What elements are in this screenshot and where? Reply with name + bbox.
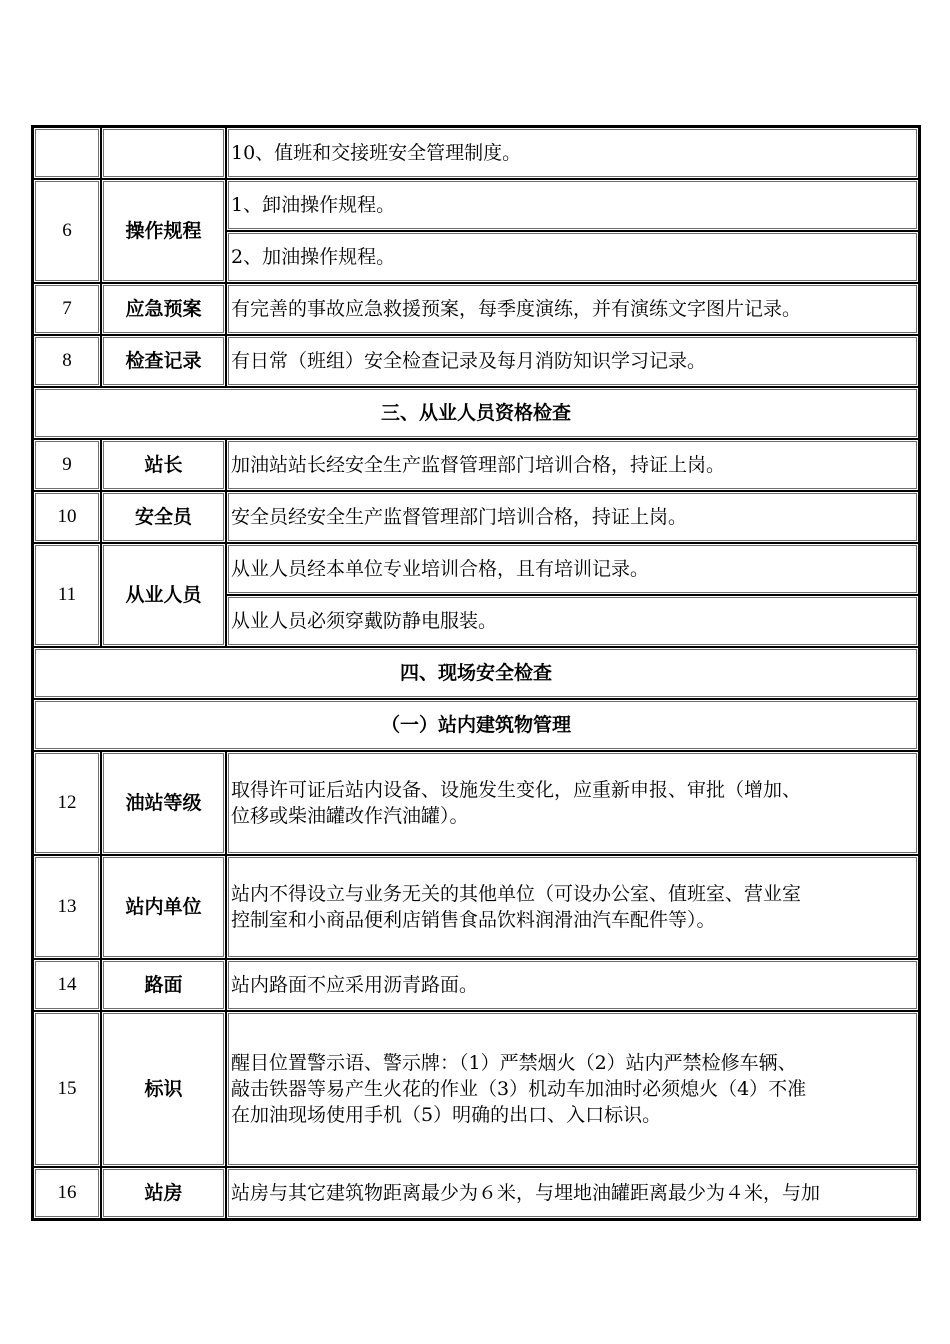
row-content-cell: 加油站站长经安全生产监督管理部门培训合格，持证上岗。 [226,439,919,491]
row-item-cell: 站房 [101,1167,226,1219]
row-number-cell: 7 [33,283,101,335]
content-line: 敲击铁器等易产生火花的作业（3）机动车加油时必须熄火（4）不准 [231,1078,807,1100]
table-row [33,543,919,595]
table-row [33,439,919,491]
row-content-cell: 站房与其它建筑物距离最少为６米，与埋地油罐距离最少为４米，与加 [226,1167,919,1219]
row-content-cell: 站内路面不应采用沥青路面。 [226,959,919,1011]
row-item-cell: 路面 [101,959,226,1011]
section-heading: 三、从业人员资格检查 [33,387,919,439]
row-item-cell: 安全员 [101,491,226,543]
row-number-cell: 16 [33,1167,101,1219]
row-item-cell [101,127,226,179]
subsection-row [33,699,919,751]
row-item-cell: 应急预案 [101,283,226,335]
row-content-cell [226,855,919,959]
table-row [33,959,919,1011]
content-line: 位移或柴油罐改作汽油罐）。 [231,805,469,827]
content-line: 控制室和小商品便利店销售食品饮料润滑油汽车配件等）。 [231,909,716,931]
row-item-cell: 从业人员 [101,543,226,647]
row-number-cell: 11 [33,543,101,647]
section-heading: 四、现场安全检查 [33,647,919,699]
row-item-cell: 油站等级 [101,751,226,855]
row-item-cell: 操作规程 [101,179,226,283]
row-content-cell [226,1011,919,1167]
section-row [33,647,919,699]
table-row [33,855,919,959]
row-item-cell: 检查记录 [101,335,226,387]
table-row [33,127,919,179]
row-content-cell: 有完善的事故应急救援预案，每季度演练，并有演练文字图片记录。 [226,283,919,335]
content-line: 取得许可证后站内设备、设施发生变化，应重新申报、审批（增加、 [231,779,802,801]
row-number-cell: 13 [33,855,101,959]
table-row [33,1167,919,1219]
row-content-cell: 2、加油操作规程。 [226,231,919,283]
row-content-cell: 安全员经安全生产监督管理部门培训合格，持证上岗。 [226,491,919,543]
table-row [33,335,919,387]
row-item-cell: 站内单位 [101,855,226,959]
subsection-heading: （一）站内建筑物管理 [33,699,919,751]
row-number-cell: 14 [33,959,101,1011]
row-item-cell: 标识 [101,1011,226,1167]
table-row [33,283,919,335]
row-content-cell: 从业人员必须穿戴防静电服装。 [226,595,919,647]
row-number-cell: 15 [33,1011,101,1167]
row-number-cell [33,127,101,179]
row-content-cell: 有日常（班组）安全检查记录及每月消防知识学习记录。 [226,335,919,387]
row-number-cell: 12 [33,751,101,855]
row-content-cell: 1、卸油操作规程。 [226,179,919,231]
table-row [33,1011,919,1167]
inspection-table [31,125,921,1221]
row-number-cell: 10 [33,491,101,543]
table-row [33,179,919,231]
content-line: 站内不得设立与业务无关的其他单位（可设办公室、值班室、营业室 [231,883,802,905]
row-content-cell: 从业人员经本单位专业培训合格，且有培训记录。 [226,543,919,595]
row-item-cell: 站长 [101,439,226,491]
section-row [33,387,919,439]
table-row [33,491,919,543]
row-number-cell: 6 [33,179,101,283]
row-number-cell: 8 [33,335,101,387]
content-line: 在加油现场使用手机（5）明确的出口、入口标识。 [231,1104,662,1126]
row-number-cell: 9 [33,439,101,491]
content-line: 醒目位置警示语、警示牌：（1）严禁烟火（2）站内严禁检修车辆、 [231,1052,797,1074]
row-content-cell: 10、值班和交接班安全管理制度。 [226,127,919,179]
row-content-cell [226,751,919,855]
table-row [33,751,919,855]
